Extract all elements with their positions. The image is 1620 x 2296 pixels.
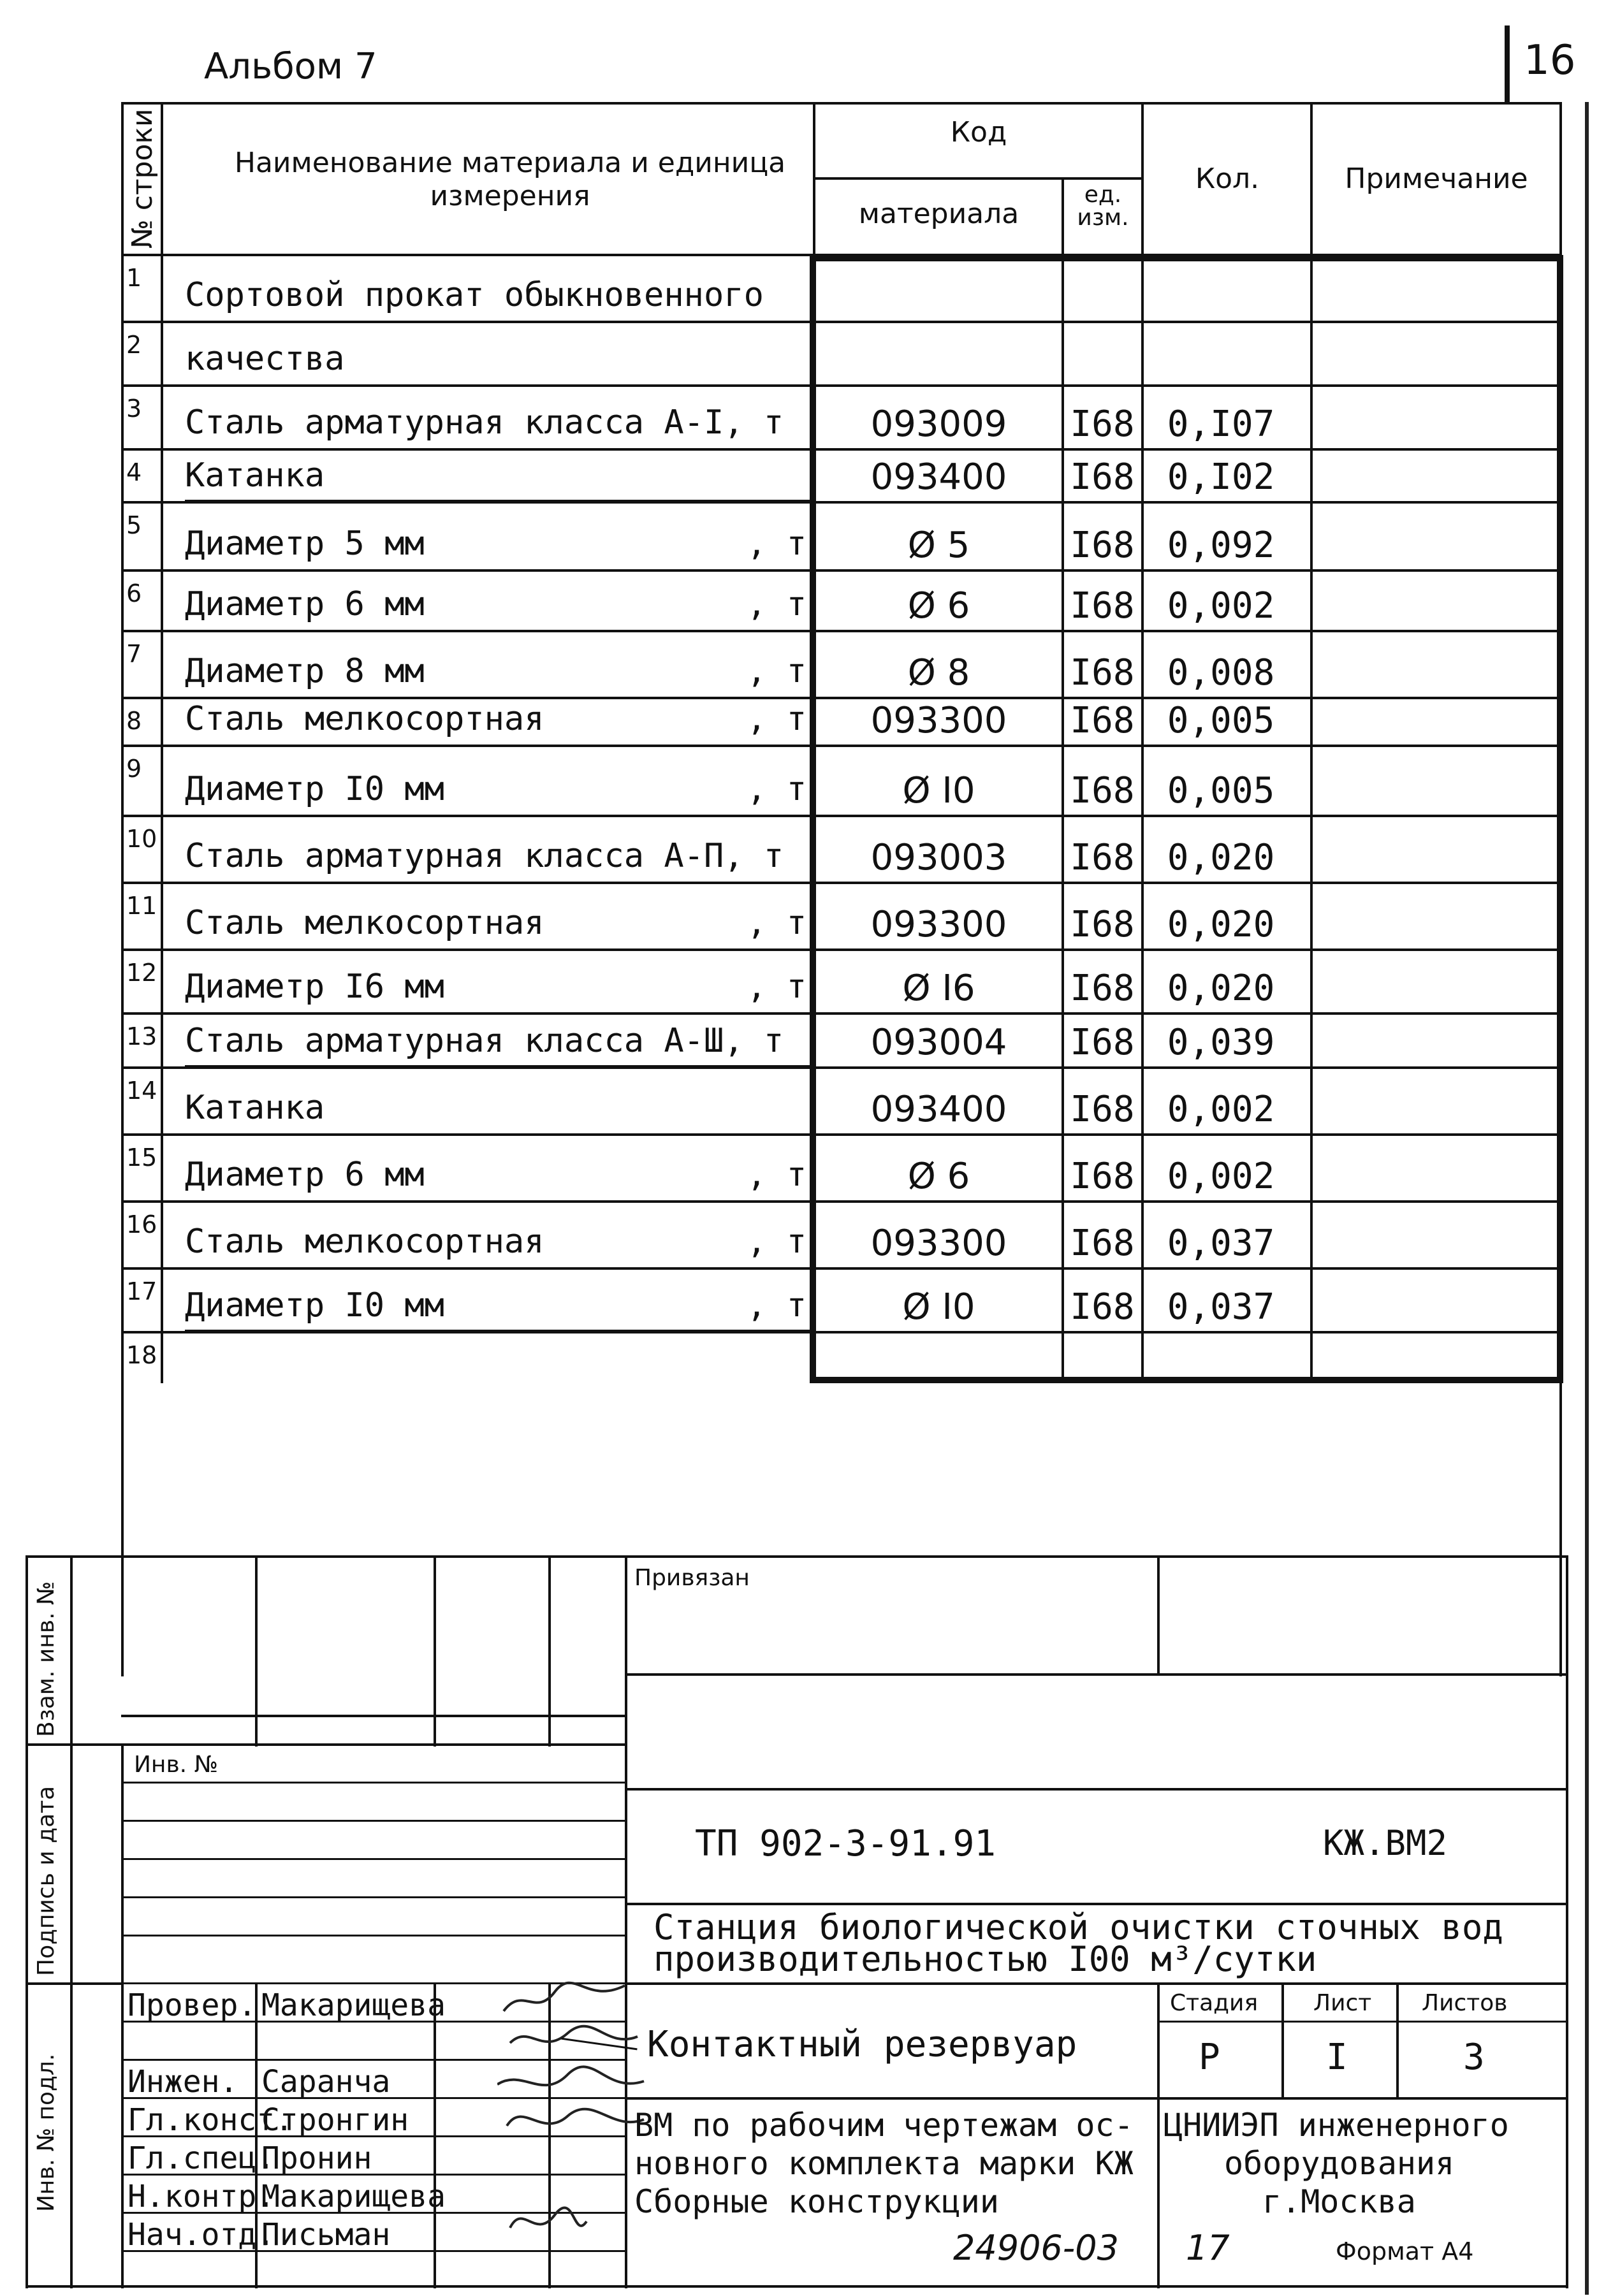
row-divider bbox=[121, 569, 1562, 572]
sheet-value: I bbox=[1326, 2037, 1348, 2078]
material-unit: , т bbox=[747, 1156, 806, 1194]
unit-code: I68 bbox=[1070, 1223, 1135, 1264]
privyazan-divider bbox=[1157, 1555, 1160, 1673]
material-name: Катанка bbox=[185, 1089, 325, 1127]
object-name: Контактный резервуар bbox=[647, 2024, 1077, 2065]
grid-h-c bbox=[121, 1782, 625, 1784]
row-number: 18 bbox=[126, 1341, 157, 1369]
row-divider bbox=[121, 745, 1562, 747]
signatory-name: Макарищева bbox=[261, 1987, 446, 2023]
text-underline bbox=[185, 1065, 810, 1067]
material-name: Катанка bbox=[185, 456, 325, 495]
material-name: Диаметр 8 мм bbox=[185, 652, 425, 690]
title-h2 bbox=[625, 1788, 1568, 1791]
row-number: 1 bbox=[126, 264, 142, 292]
text-underline bbox=[185, 1330, 810, 1332]
stage-v2 bbox=[1396, 1982, 1399, 2097]
material-code: 093300 bbox=[870, 1223, 1007, 1264]
organization-line-3: г.Москва bbox=[1262, 2183, 1416, 2220]
row-number: 11 bbox=[126, 892, 157, 920]
title-h3 bbox=[625, 1903, 1568, 1905]
row-divider bbox=[121, 697, 1562, 699]
quantity: 0,I02 bbox=[1167, 456, 1275, 498]
material-code: Ø 6 bbox=[907, 1156, 970, 1197]
side-strip-sep-1 bbox=[26, 1743, 121, 1746]
project-title-line-1: Станция биологической очистки сточных вод bbox=[653, 1907, 1503, 1947]
material-code: 093003 bbox=[870, 837, 1007, 878]
signature-scribbles bbox=[497, 1973, 650, 2272]
unit-code: I68 bbox=[1070, 700, 1135, 741]
row-number: 6 bbox=[126, 579, 142, 607]
material-name: Диаметр 5 мм bbox=[185, 525, 425, 563]
material-unit: , т bbox=[747, 1223, 806, 1261]
signatory-role: Гл.конст. bbox=[128, 2102, 294, 2138]
side-label-inv-original: Инв. № подл. bbox=[33, 2053, 59, 2212]
stage-label: Стадия bbox=[1170, 1990, 1259, 2016]
header-row-number: № строки bbox=[126, 108, 159, 249]
quantity: 0,037 bbox=[1167, 1223, 1275, 1264]
page-right-border bbox=[1585, 102, 1589, 2295]
row-number: 2 bbox=[126, 331, 142, 359]
quantity: 0,020 bbox=[1167, 904, 1275, 945]
row-divider bbox=[121, 448, 1562, 451]
signatory-name: Письман bbox=[261, 2217, 391, 2253]
grid-h-a bbox=[121, 1715, 625, 1717]
sheets-label: Листов bbox=[1422, 1990, 1508, 2016]
material-code: Ø 6 bbox=[907, 585, 970, 627]
side-strip-bottom bbox=[26, 2285, 121, 2288]
material-name: Диаметр I0 мм bbox=[185, 770, 444, 808]
quantity: 0,002 bbox=[1167, 585, 1275, 627]
signatory-role: Провер. bbox=[128, 1987, 257, 2023]
archive-number: 24906-03 bbox=[953, 2228, 1119, 2268]
row-number: 7 bbox=[126, 640, 142, 668]
material-unit: , т bbox=[747, 770, 806, 808]
data-frame-bottom bbox=[810, 1377, 1563, 1383]
material-unit: , т bbox=[747, 1286, 806, 1325]
row-number: 10 bbox=[126, 825, 157, 853]
signatory-role: Инжен. bbox=[128, 2064, 238, 2100]
unit-code: I68 bbox=[1070, 403, 1135, 445]
quantity: 0,037 bbox=[1167, 1286, 1275, 1328]
signatory-role: Гл.спец. bbox=[128, 2140, 275, 2176]
description-line-1: ВМ по рабочим чертежам ос- bbox=[634, 2107, 1134, 2144]
inv-number-label: Инв. № bbox=[134, 1752, 219, 1778]
unit-code: I68 bbox=[1070, 904, 1135, 945]
row-divider bbox=[121, 1200, 1562, 1203]
row-number: 4 bbox=[126, 458, 142, 486]
header-material-name: Наименование материала и единица измерения bbox=[234, 147, 786, 212]
grid-left-lower bbox=[121, 1743, 124, 2288]
title-h1 bbox=[625, 1673, 1568, 1676]
unit-code: I68 bbox=[1070, 837, 1135, 878]
row-divider bbox=[121, 630, 1562, 632]
stage-value: Р bbox=[1199, 2037, 1220, 2078]
quantity: 0,008 bbox=[1167, 652, 1275, 694]
text-underline bbox=[185, 500, 810, 502]
grid-h-d bbox=[121, 1820, 625, 1822]
col-divider-code bbox=[1141, 102, 1144, 1383]
material-code: 093300 bbox=[870, 904, 1007, 945]
material-code: 093004 bbox=[870, 1022, 1007, 1063]
grid-h-f bbox=[121, 1896, 625, 1898]
material-name: Сталь мелкосортная bbox=[185, 904, 544, 942]
col-divider-rowno bbox=[161, 102, 163, 1383]
row-number: 5 bbox=[126, 511, 142, 539]
side-strip-sep-2 bbox=[26, 1982, 121, 1985]
quantity: 0,005 bbox=[1167, 700, 1275, 741]
grid-h-b bbox=[121, 1743, 625, 1746]
material-name: Сталь мелкосортная bbox=[185, 700, 544, 738]
material-unit: , т bbox=[747, 525, 806, 563]
row-number: 16 bbox=[126, 1210, 157, 1239]
organization-line-1: ЦНИИЭП инженерного bbox=[1164, 2107, 1509, 2144]
signatory-role: Н.контр. bbox=[128, 2179, 275, 2214]
document-code: ТП 902-3-91.91 bbox=[695, 1823, 996, 1864]
header-code: Код bbox=[950, 116, 1007, 149]
row-divider bbox=[121, 384, 1562, 387]
grid-v1 bbox=[255, 1555, 258, 1747]
grid-v2 bbox=[434, 1555, 436, 1747]
signatory-name: Саранча bbox=[261, 2064, 391, 2100]
data-frame-right bbox=[1557, 255, 1563, 1383]
quantity: 0,005 bbox=[1167, 770, 1275, 811]
material-code: Ø I0 bbox=[902, 1286, 975, 1328]
material-code: Ø 5 bbox=[907, 525, 970, 566]
material-code: Ø I6 bbox=[902, 968, 975, 1009]
sheets-value: 3 bbox=[1463, 2037, 1485, 2078]
page-number: 17 bbox=[1186, 2228, 1230, 2268]
data-frame-left bbox=[810, 255, 816, 1383]
quantity: 0,092 bbox=[1167, 525, 1275, 566]
description-line-2: новного комплекта марки КЖ bbox=[634, 2145, 1134, 2182]
material-name: Сталь мелкосортная bbox=[185, 1223, 544, 1261]
side-label-replace-inv: Взам. инв. № bbox=[33, 1581, 59, 1737]
row-number: 8 bbox=[126, 707, 142, 735]
signatory-name: Макарищева bbox=[261, 2179, 446, 2214]
material-code: 093400 bbox=[870, 456, 1007, 498]
stamp-bottom-border bbox=[121, 2285, 1568, 2288]
quantity: 0,020 bbox=[1167, 968, 1275, 1009]
material-name: Сортовой прокат обыкновенного bbox=[185, 276, 764, 314]
title-v-org bbox=[1157, 1982, 1160, 2288]
header-quantity: Кол. bbox=[1195, 163, 1260, 195]
quantity: 0,002 bbox=[1167, 1089, 1275, 1130]
unit-code: I68 bbox=[1070, 1156, 1135, 1197]
header-code-split bbox=[813, 177, 1142, 180]
unit-code: I68 bbox=[1070, 1089, 1135, 1130]
stage-header-line bbox=[1157, 2021, 1568, 2023]
row-divider bbox=[121, 815, 1562, 817]
material-name: Сталь арматурная класса А-I, т bbox=[185, 403, 784, 442]
organization-line-2: оборудования bbox=[1224, 2145, 1455, 2182]
row-divider bbox=[121, 1267, 1562, 1270]
material-unit: , т bbox=[747, 968, 806, 1006]
signatory-role: Нач.отд. bbox=[128, 2217, 275, 2253]
stage-v1 bbox=[1281, 1982, 1284, 2097]
sheet-number-divider bbox=[1505, 25, 1510, 102]
title-h4 bbox=[625, 1982, 1568, 1985]
header-code-material: материала bbox=[858, 198, 1019, 230]
side-label-signature-date: Подпись и дата bbox=[33, 1785, 59, 1976]
grid-h-g bbox=[121, 1935, 625, 1936]
row-number: 9 bbox=[126, 755, 142, 783]
quantity: 0,I07 bbox=[1167, 403, 1275, 445]
unit-code: I68 bbox=[1070, 1022, 1135, 1063]
material-code: 093009 bbox=[870, 403, 1007, 445]
stamp-right-border bbox=[1566, 1555, 1568, 2288]
grid-h-e bbox=[121, 1858, 625, 1860]
unit-code: I68 bbox=[1070, 652, 1135, 694]
col-divider-qty bbox=[1310, 102, 1313, 1383]
side-strip-right bbox=[70, 1555, 73, 2288]
data-frame-top bbox=[810, 255, 1563, 261]
material-name: Диаметр I0 мм bbox=[185, 1286, 444, 1325]
row-number: 3 bbox=[126, 395, 142, 423]
row-number: 15 bbox=[126, 1144, 157, 1172]
quantity: 0,039 bbox=[1167, 1022, 1275, 1063]
material-spec-table bbox=[121, 102, 1562, 1676]
material-code: Ø 8 bbox=[907, 652, 970, 694]
material-code: 093300 bbox=[870, 700, 1007, 741]
unit-code: I68 bbox=[1070, 525, 1135, 566]
material-code: Ø I0 bbox=[902, 770, 975, 811]
stamp-top-border bbox=[121, 1555, 1568, 1558]
sheet-number: 16 bbox=[1524, 37, 1576, 84]
row-number: 12 bbox=[126, 959, 157, 987]
sheet-label: Лист bbox=[1313, 1990, 1372, 2016]
document-mark: КЖ.ВМ2 bbox=[1323, 1823, 1448, 1863]
row-divider bbox=[121, 321, 1562, 323]
material-unit: , т bbox=[747, 700, 806, 738]
side-strip-top bbox=[26, 1555, 121, 1558]
row-divider bbox=[121, 948, 1562, 951]
row-number: 13 bbox=[126, 1022, 157, 1050]
material-name: Диаметр 6 мм bbox=[185, 1156, 425, 1194]
material-unit: , т bbox=[747, 904, 806, 942]
header-code-unit: ед. изм. bbox=[1077, 182, 1129, 231]
material-name: Диаметр 6 мм bbox=[185, 585, 425, 623]
material-unit: , т bbox=[747, 652, 806, 690]
material-code: 093400 bbox=[870, 1089, 1007, 1130]
unit-code: I68 bbox=[1070, 968, 1135, 1009]
privyazan-label: Привязан bbox=[634, 1565, 750, 1591]
material-name: качества bbox=[185, 340, 345, 378]
unit-code: I68 bbox=[1070, 585, 1135, 627]
grid-v3 bbox=[548, 1555, 551, 1747]
material-unit: , т bbox=[747, 585, 806, 623]
row-divider bbox=[121, 1012, 1562, 1015]
material-name: Сталь арматурная класса А-Ш, т bbox=[185, 1022, 784, 1060]
table-left-border bbox=[121, 102, 124, 1676]
signatory-name: Стронгин bbox=[261, 2102, 409, 2138]
row-divider bbox=[121, 882, 1562, 884]
description-line-3: Сборные конструкции bbox=[634, 2183, 999, 2220]
side-strip-left bbox=[26, 1555, 28, 2288]
quantity: 0,020 bbox=[1167, 837, 1275, 878]
project-title-line-2: производительностью I00 м³/сутки bbox=[653, 1939, 1317, 1979]
quantity: 0,002 bbox=[1167, 1156, 1275, 1197]
material-name: Диаметр I6 мм bbox=[185, 968, 444, 1006]
signatory-name: Пронин bbox=[261, 2140, 372, 2176]
unit-code: I68 bbox=[1070, 770, 1135, 811]
title-h5 bbox=[625, 2097, 1568, 2100]
album-label: Альбом 7 bbox=[204, 46, 377, 87]
format-label: Формат А4 bbox=[1336, 2237, 1474, 2265]
table-top-border bbox=[121, 102, 1562, 105]
row-divider bbox=[121, 1133, 1562, 1136]
row-number: 14 bbox=[126, 1077, 157, 1105]
unit-code: I68 bbox=[1070, 456, 1135, 498]
row-number: 17 bbox=[126, 1277, 157, 1305]
material-name: Сталь арматурная класса А-П, т bbox=[185, 837, 784, 875]
unit-code: I68 bbox=[1070, 1286, 1135, 1328]
header-note: Примечание bbox=[1345, 163, 1528, 195]
